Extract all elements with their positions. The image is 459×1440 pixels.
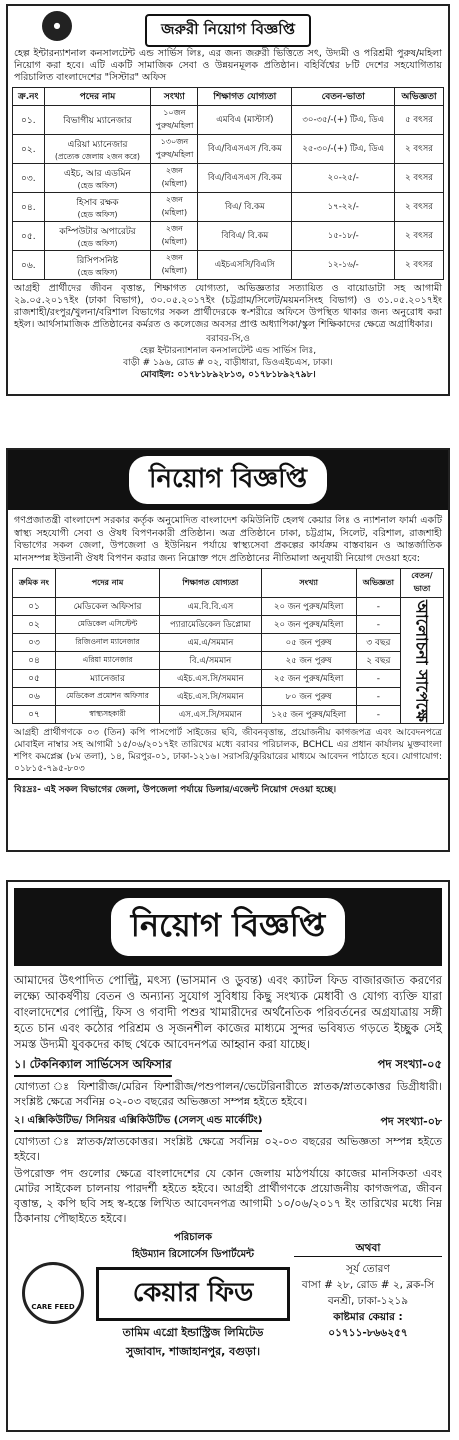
table-row xyxy=(13,616,444,634)
ad2-footer xyxy=(8,778,448,799)
post-cell xyxy=(44,164,151,193)
post-cell xyxy=(44,251,151,280)
ad3-job1-count: পদ সংখ্যা-০৫ xyxy=(377,1057,442,1071)
ad1-mobile: মোবাইল: ০১৭৮১৮৯২৮১৩, ০১৭৮১৮৯২৭৯৮। xyxy=(140,370,316,380)
ad3-brand: কেয়ার ফিড xyxy=(96,1267,290,1321)
row-number: ০৩. xyxy=(13,164,45,193)
education-requirement: বিবিএ/ বি.কম xyxy=(198,222,292,251)
post-name: মেডিকেল প্রমোশন অফিসার xyxy=(55,688,159,706)
experience: - xyxy=(356,688,400,706)
table-row xyxy=(13,652,444,670)
education-requirement: বিএ/বিএসএস /বি.কম xyxy=(198,135,292,164)
ad3-job2-requirement: যোগ্যতা ঃ স্নাতক/স্নাতকোত্তর। সংশ্লিষ্ট ক্ষেত্রে সর্বনিম্ন ০২-০৩ বছরের অভিজ্ঞতা সম্পন্ন হইতে হইবে। xyxy=(14,1135,442,1163)
post-count: ১২৫ জন পুরুষ/মহিলা xyxy=(261,706,356,724)
ad3-signatory: পরিচালক xyxy=(174,1232,212,1243)
ad3-title: নিয়োগ বিজ্ঞপ্তি xyxy=(111,898,345,956)
post-name: মেডিকেল অফিসার xyxy=(55,598,159,616)
ad3-job1-title: ১। টেকনিক্যাল সার্ভিসেস অফিসার xyxy=(14,1056,172,1077)
education-requirement: এইচ.এস.সি/সমমান xyxy=(160,670,262,688)
ad1-column-header: সংখ্যা xyxy=(151,88,198,106)
ad1-address xyxy=(8,333,448,381)
education-requirement: এইচ.এস.সি/সমমান xyxy=(160,688,262,706)
ad1-body: আগ্রহী প্রার্থীদের জীবন বৃত্তান্ত, শিক্ষাগত যোগ্যতা, অভিজ্ঞতার সত্যায়িত ও বায়োডাটা সহ আগামী ২৯.০৫.২০১৭ইং (ঢাকা বিভাগ), ৩০.০৫.২০১৭ইং (চট্টগ্রাম/সিলেট/ময়মনসিংহ বিভাগ) ও ৩১.০৫.২০১৭ইং রাজশাহী/রংপুর/খুলনা/বরিশাল বিভাগের সকল প্রার্থীদেরকে স্ব-শরীরে অফিসে উপস্থিত থাকার জন্য অনুরোধ করা হইল। আর্থসামাজিক প্রতিষ্ঠানের কর্মরত ও কলেজের অবসর প্রাপ্ত অধ্যাপিকা/স্কুল শিক্ষিকাদের ক্ষেত্রে অগ্রাধিকার। xyxy=(14,283,442,330)
ad-help-international xyxy=(6,4,450,396)
ad1-column-header: শিক্ষাগত যোগ্যতা xyxy=(198,88,292,106)
post-name: এরিয়া ম্যানেজার xyxy=(55,652,159,670)
ad3-department: হিউম্যান রিসোর্সেস ডিপার্টমেন্ট xyxy=(131,1249,255,1260)
ad3-company-block xyxy=(88,1230,298,1362)
post-cell xyxy=(44,106,151,135)
ad2-column-header: ক্রমিক নং xyxy=(13,569,56,598)
salary: ১৭-২২/- xyxy=(292,193,395,222)
post-name: বিভাগীয় ম্যানেজার xyxy=(63,115,132,126)
post-count: ৮০ জন পুরুষ xyxy=(261,688,356,706)
row-number: ০৪. xyxy=(13,193,45,222)
ad1-title: জরুরী নিয়োগ বিজ্ঞপ্তি xyxy=(145,14,311,47)
ad3-job2-header xyxy=(14,1113,442,1132)
row-number: ০১. xyxy=(13,106,45,135)
post-count: ২জন (মহিলা) xyxy=(151,193,198,222)
ad3-company-name: তামিম এগ্রো ইন্ডাস্ট্রিজ লিমিটেড xyxy=(122,1326,264,1339)
salary: ১৫-১৮/- xyxy=(292,222,395,251)
education-requirement: এস.এস.সি/সমমান xyxy=(160,706,262,724)
ad2-column-header: শিক্ষাগত যোগ্যতা xyxy=(160,569,262,598)
post-count: ১০জন পুরুষ/মহিলা xyxy=(151,106,198,135)
ad1-table-header xyxy=(13,88,444,106)
row-number: ০৭ xyxy=(13,706,56,724)
table-row xyxy=(13,598,444,616)
ad1-intro: হেল্প ইন্টারন্যাশনাল কনসালটেন্ট এন্ড সার্ভিস লিঃ, এর জন্য জরুরী ভিত্তিতে সৎ, উদ্যমী ও পরিশ্রমী পুরুষ/মহিলা নিয়োগ করা হবে। এটি একটি সামাজিক সেবা ও উন্নয়নমূলক প্রতিষ্ঠান। বহির্বিশ্বের ৮টি দেশের সহযোগিতায় পরিচালিত বাংলাদেশের "সিস্টার" অফিস xyxy=(14,48,442,83)
education-requirement: বি.এ/সমমান xyxy=(160,652,262,670)
ad3-alt-line1: সূর্য তোরণ xyxy=(346,1263,390,1275)
ad2-table-header xyxy=(13,569,444,598)
ad2-footer-note: বিঃদ্রঃ- এই সকল বিভাগের জেলা, উপজেলা পর্যায়ে ডিলার/এজেন্ট নিয়োগ দেওয়া হচ্ছে। xyxy=(14,785,337,795)
care-feed-logo-text: CARE FEED xyxy=(31,1303,75,1311)
ad3-banner xyxy=(14,888,442,966)
education-requirement: প্যারামেডিকেল ডিপ্লোমা xyxy=(160,616,262,634)
table-row xyxy=(13,251,444,280)
salary: ৩০-৩৫/-(+) টিএ, ডিএ xyxy=(292,106,395,135)
post-count: ২৫ জন পুরুষ/মহিলা xyxy=(261,670,356,688)
table-row xyxy=(13,135,444,164)
ad2-job-table xyxy=(12,568,444,724)
ad3-intro: আমাদের উৎপাদিত পোল্ট্রি, মৎস্য (ভাসমান ও ডুবন্ত) এবং ক্যাটল ফিড বাজারজাত করণের লক্ষ্যে আকর্ষণীয় বেতন ও অন্যান্য সুযোগ সুবিধায় কিছু সংখ্যক মেধাবী ও যোগ্য ব্যক্তি যারা বাংলাদেশের পোল্ট্রি, ফিস ও গবাদী পশুর খামারীদের অর্থনৈতিক পরিবর্তনের অগ্রযাত্রায় সঙ্গী হতে চান এবং কঠোর পরিশ্রম ও সৃজনশীল কাজের মাধ্যমে সুন্দর ভবিষ্যত গড়তে ইচ্ছুক সেই সমস্ত উদ্যমী যুবকদের কাছ থেকে আবেদনপত্র আহ্বান করা যাচ্ছে। xyxy=(14,973,442,1051)
post-count: ২০ জন পুরুষ/মহিলা xyxy=(261,598,356,616)
education-requirement: এম.এ/সমমান xyxy=(160,634,262,652)
education-requirement: বিএ/বিএসএস /বি.কম xyxy=(198,164,292,193)
experience: - xyxy=(356,706,400,724)
post-count: ২০ জন পুরুষ/মহিলা xyxy=(261,616,356,634)
post-name: হিসাব রক্ষক xyxy=(76,198,119,208)
experience: ২ বৎসর xyxy=(395,135,444,164)
table-row xyxy=(13,222,444,251)
post-count: ০৫ জন পুরুষ xyxy=(261,634,356,652)
post-cell xyxy=(44,135,151,164)
ad3-alt-line2: বাসা # ২৮, রোড # ২, ব্লক-সি xyxy=(301,1279,435,1291)
ad2-table-wrap xyxy=(12,568,444,724)
ad2-column-header: পদের নাম xyxy=(55,569,159,598)
ad3-alt-line3: বনশ্রী, ঢাকা-১২১৯ xyxy=(327,1295,409,1307)
experience: - xyxy=(356,598,400,616)
ad2-body: আগ্রহী প্রার্থীগণকে ০৩ (তিন) কপি পাসপোর্ট সাইজের ছবি, জীবনবৃত্তান্ত, প্রয়োজনীয় কাগজপত্র এবং আবেদনপত্রে মোবাইল নাম্বার সহ আগামী ১৫/০৬/২০১৭ইং তারিখের মধ্যে বরাবর পরিচালক, BCHCL এর প্রধান কার্যালয় মুক্তবাংলা শপিং কমপ্লেক্স (৮ম তলা), ১৪, মিরপুর-০১, ঢাকা-১২১৬। সরাসরি/কুরিয়ারের মাধ্যমে আবেদন পাঠাতে হবে। যোগাযোগ: ০১৮১৫-৭৯৫-৮০৩ xyxy=(14,728,442,774)
table-row xyxy=(13,634,444,652)
table-row xyxy=(13,670,444,688)
ad2-banner xyxy=(8,450,448,510)
education-requirement: এম.বি.বি.এস xyxy=(160,598,262,616)
salary-negotiable: আলোচনা সাপেক্ষে xyxy=(401,598,444,724)
post-location: (হেড অফিস) xyxy=(77,268,118,277)
ad1-job-table xyxy=(12,87,444,280)
post-name: এইচ, আর এডমিন xyxy=(64,169,131,179)
ad3-alt-address xyxy=(294,1240,442,1341)
ad3-customer-care: কাষ্টমার কেয়ার : ০১৭১১-৮৬৬২৫৭ xyxy=(328,1311,408,1339)
post-name: রিসিপসনিষ্ট xyxy=(76,256,119,266)
ad1-address-line1: বরাবর-সি,ও xyxy=(206,334,250,344)
ad1-column-header: বেতন-ভাতা xyxy=(292,88,395,106)
ad3-job1-header xyxy=(14,1056,442,1077)
post-count: ১৩০জন পুরুষ/মহিলা xyxy=(151,135,198,164)
ad3-job2-title: ২। এক্সিকিউটিভ/ সিনিয়র এক্সিকিউটিভ (সেলস্ এন্ড মার্কেটিং) xyxy=(14,1113,262,1132)
experience: - xyxy=(356,616,400,634)
ad3-footer xyxy=(8,1230,448,1358)
table-row xyxy=(13,706,444,724)
table-row xyxy=(13,106,444,135)
row-number: ০১ xyxy=(13,598,56,616)
row-number: ০৫ xyxy=(13,670,56,688)
education-requirement: এমবিএ (মাস্টার্স) xyxy=(198,106,292,135)
row-number: ০৬. xyxy=(13,251,45,280)
ad1-column-header: পদের নাম xyxy=(44,88,151,106)
experience: ২ বৎসর xyxy=(395,222,444,251)
ad1-column-header: ক্র.নং xyxy=(13,88,45,106)
table-row xyxy=(13,193,444,222)
row-number: ০৬ xyxy=(13,688,56,706)
ad3-or: অথবা xyxy=(294,1240,442,1257)
salary: ২৫-৩০/-(+) টিএ, ডিএ xyxy=(292,135,395,164)
row-number: ০৪ xyxy=(13,652,56,670)
organization-logo: ● xyxy=(42,11,72,41)
ad1-table-wrap xyxy=(12,87,444,280)
salary: ২০-২৫/- xyxy=(292,164,395,193)
post-name: স্বাস্থ্যসহকারী xyxy=(55,706,159,724)
post-name: মেডিকেল এসিস্টেন্ট xyxy=(55,616,159,634)
ad1-address-line3: বাড়ী # ১৯৬, রোড # ০২, বাড়ীধারা, ডিওএইচএস, ঢাকা। xyxy=(123,358,333,368)
experience: ২ বৎসর xyxy=(395,251,444,280)
post-count: ২জন (মহিলা) xyxy=(151,251,198,280)
post-name: রিজিওনাল ম্যানেজার xyxy=(55,634,159,652)
post-cell xyxy=(44,222,151,251)
row-number: ০২ xyxy=(13,616,56,634)
experience: ৩ বছর xyxy=(356,634,400,652)
post-location: (প্রত্যেক জেলায় ২জন করে) xyxy=(54,152,140,161)
post-name: এরিয়া ম্যানেজার xyxy=(67,140,128,150)
experience: ৫ বৎসর xyxy=(395,106,444,135)
ad3-company-address: সুজাবাদ, শাজাহানপুর, বগুড়া। xyxy=(125,1345,261,1358)
experience: - xyxy=(356,670,400,688)
ad2-column-header: বেতন/ভাতা xyxy=(401,569,444,598)
post-count: ২৫ জন পুরুষ xyxy=(261,652,356,670)
post-name: ম্যানেজার xyxy=(55,670,159,688)
education-requirement: এইচএসসি/বিএসি xyxy=(198,251,292,280)
post-count: ২জন (মহিলা) xyxy=(151,164,198,193)
post-location: (হেড অফিস) xyxy=(77,239,118,248)
ad2-intro: গণপ্রজাতন্ত্রী বাংলাদেশ সরকার কর্তৃক অনুমোদিত বাংলাদেশ কমিউনিটি হেলথ কেয়ার লিঃ ও ন্যাশনাল ফার্মা একটি স্বাস্থ্য সহযোগী সেবা ও ঔষধ বিপণনকারী প্রতিষ্ঠান। অত্র প্রতিষ্ঠানে ঢাকা, চট্টগ্রাম, সিলেট, বরিশাল, রাজশাহী বিভাগের সকল জেলা, উপজেলা ও ইউনিয়ন পর্যায়ে স্বাস্থ্যসেবা প্রকল্পের কার্যক্রম বাস্তবায়ন ও আন্তর্জাতিক মানসম্পন্ন ইউনানী ঔষধ বিপণন করার জন্য নিম্নোক্ত পদে প্রতিষ্ঠানের নীতিমালা অনুযায়ী নিয়োগ দেওয়া হবে: xyxy=(14,515,442,564)
ad-bchcl xyxy=(6,448,450,852)
post-cell xyxy=(44,193,151,222)
care-feed-logo xyxy=(22,1262,84,1324)
row-number: ০৩ xyxy=(13,634,56,652)
experience: ২ বৎসর xyxy=(395,193,444,222)
post-location: (হেড অফিস) xyxy=(77,210,118,219)
experience: ২ বছর xyxy=(356,652,400,670)
table-row xyxy=(13,164,444,193)
salary: ১২-১৬/- xyxy=(292,251,395,280)
row-number: ০৫. xyxy=(13,222,45,251)
ad1-column-header: অভিজ্ঞতা xyxy=(395,88,444,106)
ad-care-feed xyxy=(6,880,450,1432)
experience: ২ বৎসর xyxy=(395,164,444,193)
post-count: ২জন (মহিলা) xyxy=(151,222,198,251)
ad3-job2-count: পদ সংখ্যা-০৮ xyxy=(380,1115,442,1128)
ad1-header xyxy=(8,6,448,46)
ad3-body: উপরোক্ত পদ গুলোর ক্ষেত্রে বাংলাদেশের যে কোন জেলায় মাঠপর্যায়ে কাজের মানসিকতা এবং মোটর সাইকেল চালনায় পারদর্শী হইতে হইবে। আগ্রহী প্রার্থীগণকে প্রয়োজনীয় কাগজপত্র, জীবন বৃত্তান্ত, ২ কপি ছবি সহ স্ব-হস্তে লিখিত আবেদনপত্র আগামী ১০/০৬/২০১৭ ইং তারিখের মধ্যে নিম্ন ঠিকানায় পৌছাইতে হইবে। xyxy=(14,1167,442,1225)
post-name: কম্পিউটার অপারেটর xyxy=(59,227,136,237)
post-location: (হেড অফিস) xyxy=(77,181,118,190)
row-number: ০২. xyxy=(13,135,45,164)
ad2-column-header: সংখ্যা xyxy=(261,569,356,598)
ad1-address-line2: হেল্প ইন্টারন্যাশনাল কনসালটেন্ট এন্ড সার্ভিস লিঃ, xyxy=(139,346,317,356)
ad2-column-header: অভিজ্ঞতা xyxy=(356,569,400,598)
ad2-title: নিয়োগ বিজ্ঞপ্তি xyxy=(129,456,327,504)
ad3-job1-requirement: যোগ্যতা ঃ ফিশারীজ/মেরিন ফিশারীজ/পশুপালন/ভেটেরিনারীতে স্নাতক/স্নাতকোত্তর ডিগ্রীধারী। সংশ্লিষ্ট ক্ষেত্রে সর্বনিম্ন ০২-০৩ বছরের অভিজ্ঞতা সম্পন্ন হইতে হইবে। xyxy=(14,1080,442,1108)
table-row xyxy=(13,688,444,706)
education-requirement: বিএ/ বি.কম xyxy=(198,193,292,222)
